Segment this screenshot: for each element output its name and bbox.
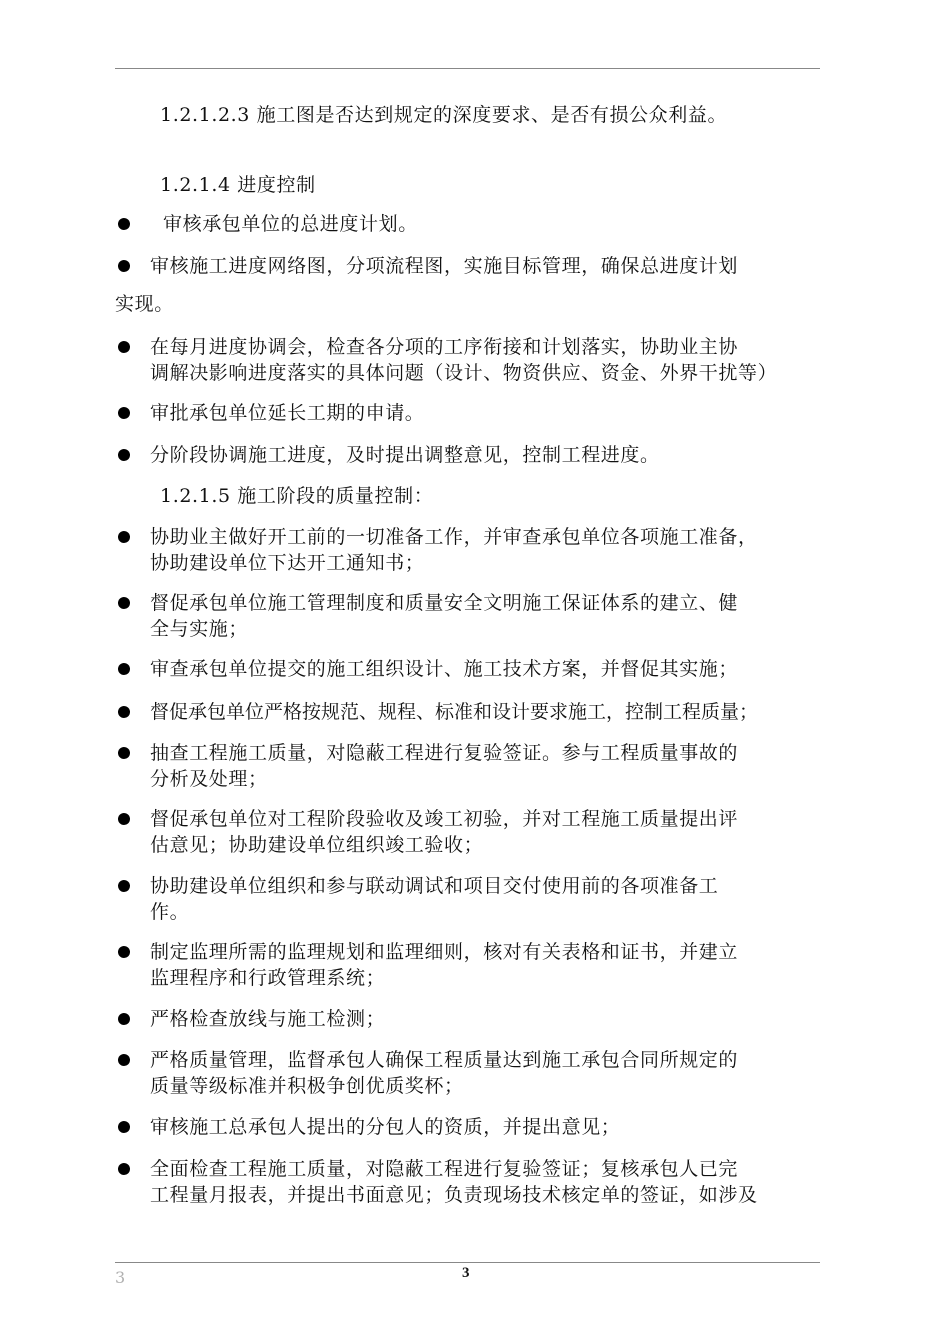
bullet-text: 审查承包单位提交的施工组织设计、施工技术方案，并督促其实施； bbox=[150, 658, 739, 680]
bullet-text: 审批承包单位延长工期的申请。 bbox=[150, 402, 425, 424]
bullet-text: 督促承包单位严格按规范、规程、标准和设计要求施工，控制工程质量； bbox=[150, 701, 759, 723]
bullet-dot bbox=[118, 531, 130, 543]
footer-page-number: 3 bbox=[462, 1265, 470, 1281]
bullet-dot bbox=[118, 946, 130, 958]
bullet-dot bbox=[118, 747, 130, 759]
bullet-text: 督促承包单位对工程阶段验收及竣工初验，并对工程施工质量提出评 估意见；协助建设单位组织竣工验收； bbox=[150, 808, 739, 856]
bullet-text: 抽查工程施工质量，对隐蔽工程进行复验签证。参与工程质量事故的 分析及处理； bbox=[150, 742, 739, 790]
bullet-dot bbox=[118, 407, 130, 419]
footer-rule bbox=[115, 1262, 820, 1263]
bullet-text: 审核施工总承包人提出的分包人的资质，并提出意见； bbox=[150, 1116, 621, 1138]
bullet-dot bbox=[118, 706, 130, 718]
footer-page-number-left: 3 bbox=[115, 1268, 126, 1287]
bullet-text: 审核承包单位的总进度计划。 bbox=[163, 213, 418, 235]
bullet-dot bbox=[118, 663, 130, 675]
bullet-dot bbox=[118, 449, 130, 461]
bullet-dot bbox=[118, 813, 130, 825]
paragraph-continuation: 实现。 bbox=[115, 293, 174, 315]
section-heading-1-2-1-2-3: 1.2.1.2.3 施工图是否达到规定的深度要求、是否有损公众利益。 bbox=[160, 104, 728, 126]
bullet-text: 严格质量管理，监督承包人确保工程质量达到施工承包合同所规定的 质量等级标准并积极争创优质奖杯； bbox=[150, 1049, 739, 1097]
bullet-text: 督促承包单位施工管理制度和质量安全文明施工保证体系的建立、健 全与实施； bbox=[150, 592, 739, 640]
bullet-text: 全面检查工程施工质量，对隐蔽工程进行复验签证；复核承包人已完 工程量月报表，并提出书面意见；负责现场技术核定单的签证，如涉及 bbox=[150, 1158, 758, 1206]
bullet-dot bbox=[118, 1054, 130, 1066]
bullet-text: 协助建设单位组织和参与联动调试和项目交付使用前的各项准备工 作。 bbox=[150, 875, 719, 923]
bullet-dot bbox=[118, 218, 130, 230]
bullet-text: 审核施工进度网络图，分项流程图，实施目标管理，确保总进度计划 bbox=[150, 255, 739, 277]
bullet-text: 严格检查放线与施工检测； bbox=[150, 1008, 386, 1030]
bullet-dot bbox=[118, 597, 130, 609]
section-heading-1-2-1-4: 1.2.1.4 进度控制 bbox=[160, 174, 316, 196]
bullet-text: 协助业主做好开工前的一切准备工作，并审查承包单位各项施工准备， 协助建设单位下达开工通知书； bbox=[150, 526, 758, 574]
header-rule bbox=[115, 68, 820, 69]
bullet-text: 制定监理所需的监理规划和监理细则，核对有关表格和证书，并建立 监理程序和行政管理系统； bbox=[150, 941, 739, 989]
bullet-text: 在每月进度协调会，检查各分项的工序衔接和计划落实，协助业主协 调解决影响进度落实的具体问题（设计、物资供应、资金、外界干扰等） bbox=[150, 336, 778, 384]
bullet-dot bbox=[118, 341, 130, 353]
bullet-dot bbox=[118, 1121, 130, 1133]
bullet-dot bbox=[118, 1163, 130, 1175]
bullet-dot bbox=[118, 1013, 130, 1025]
bullet-text: 分阶段协调施工进度，及时提出调整意见，控制工程进度。 bbox=[150, 444, 660, 466]
bullet-dot bbox=[118, 260, 130, 272]
bullet-dot bbox=[118, 880, 130, 892]
section-heading-1-2-1-5: 1.2.1.5 施工阶段的质量控制： bbox=[160, 485, 434, 507]
